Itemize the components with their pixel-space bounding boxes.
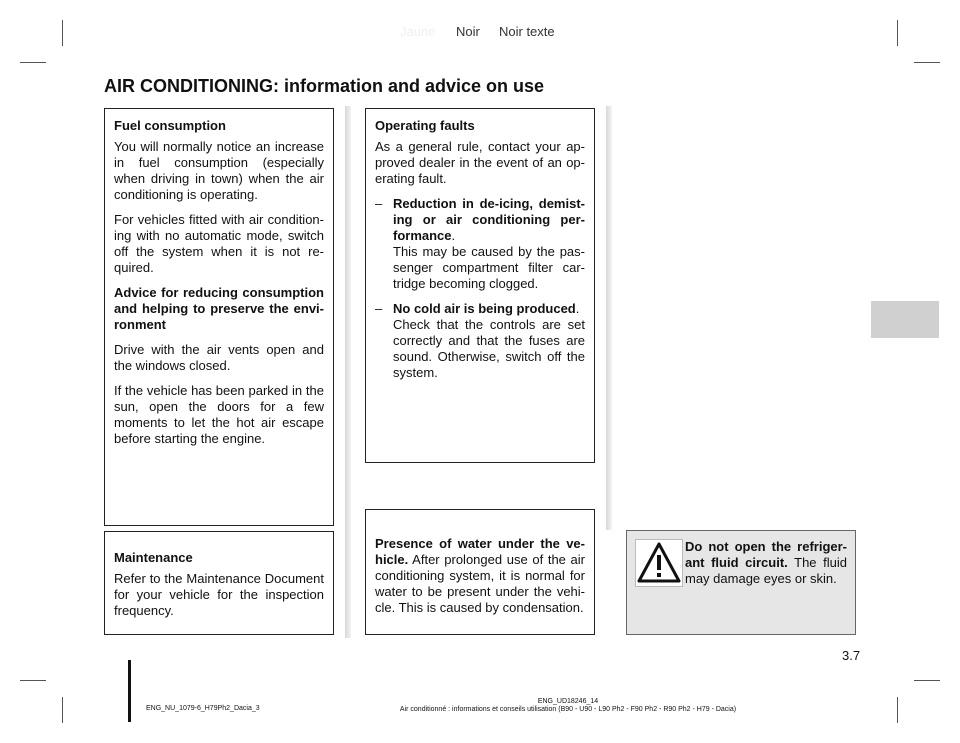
maintenance-text: Refer to the Maintenance Document for your vehicle for the inspection frequency. bbox=[114, 571, 324, 618]
header-noir: Noir bbox=[456, 24, 480, 39]
water-under-vehicle-box bbox=[365, 509, 595, 635]
fuel-paragraph-4: If the vehicle has been parked in the sun, open the doors for a few moments to let the hot air escape before starting the engine. bbox=[114, 383, 324, 446]
water-heading: Presence of water under the ve-hicle. bbox=[375, 536, 585, 567]
crop-mark bbox=[62, 697, 63, 723]
fault-2-text: Check that the controls are set correctly and that the fuses are sound. Otherwise, switch off the system. bbox=[393, 317, 585, 380]
list-dash: – bbox=[375, 196, 383, 211]
maintenance-box bbox=[104, 531, 334, 635]
water-body: After prolonged use of the air conditioning system, it is normal for water to be present under the vehi-cle. This is caused by condensation. bbox=[375, 552, 585, 615]
footer-bar bbox=[128, 660, 131, 722]
operating-faults-box bbox=[365, 108, 595, 463]
header-noir-texte: Noir texte bbox=[499, 24, 555, 39]
warning-text bbox=[685, 539, 847, 587]
fault-1-period: . bbox=[451, 228, 456, 243]
footer-right-line1: ENG_UD18246_14 bbox=[537, 698, 599, 705]
crop-mark bbox=[897, 20, 898, 46]
fuel-paragraph-1: You will normally notice an increase in fuel consumption (especially when driving in town) when the air conditioning is operating. bbox=[114, 139, 324, 202]
fault-1-text: This may be caused by the pas-senger compartment filter car-tridge becoming clogged. bbox=[393, 244, 585, 291]
fuel-paragraph-2: For vehicles fitted with air condition-ing with no automatic mode, switch off the system when it is not re-quired. bbox=[114, 212, 324, 275]
warning-heading: Do not open the refriger-ant fluid circuit. bbox=[685, 539, 847, 570]
fuel-consumption-box bbox=[104, 108, 334, 526]
crop-mark bbox=[62, 20, 63, 46]
crop-mark bbox=[914, 62, 940, 63]
list-item bbox=[375, 301, 585, 381]
crop-mark bbox=[897, 697, 898, 723]
crop-mark bbox=[20, 62, 46, 63]
page-title: AIR CONDITIONING: information and advice on use bbox=[104, 76, 545, 96]
maintenance-heading: Maintenance bbox=[114, 550, 193, 565]
fault-1-title: Reduction in de-icing, demist-ing or air conditioning per-formance bbox=[393, 196, 585, 243]
footer-right-line2: Air conditionné : informations et conseils utilisation (B90 - U90 - L90 Ph2 - F90 Ph2 - R90 Ph2 - H79 - Dacia) bbox=[399, 706, 737, 713]
list-item bbox=[375, 196, 585, 292]
section-tab bbox=[871, 301, 939, 338]
footer-right bbox=[398, 698, 738, 714]
advice-heading: Advice for reducing consumption and helping to preserve the envi-ronment bbox=[114, 285, 324, 332]
list-dash: – bbox=[375, 301, 383, 316]
operating-faults-heading: Operating faults bbox=[375, 118, 475, 133]
warning-box bbox=[626, 530, 856, 635]
faults-intro: As a general rule, contact your ap-proved dealer in the event of an op-erating fault. bbox=[375, 139, 585, 186]
crop-mark bbox=[914, 680, 940, 681]
footer-left: ENG_NU_1079-6_H79Ph2_Dacia_3 bbox=[146, 705, 260, 712]
fault-2-title: No cold air is being produced bbox=[393, 301, 576, 316]
water-text bbox=[375, 536, 585, 616]
page-number: 3.7 bbox=[842, 648, 861, 663]
fuel-paragraph-3: Drive with the air vents open and the windows closed. bbox=[114, 342, 324, 373]
warning-triangle-icon bbox=[635, 539, 683, 587]
header-jaune: Jaune bbox=[400, 24, 436, 39]
warning-body: The fluid may damage eyes or skin. bbox=[685, 555, 847, 586]
column-divider bbox=[606, 106, 612, 530]
column-divider bbox=[345, 106, 351, 638]
fuel-consumption-heading: Fuel consumption bbox=[114, 118, 226, 133]
fault-2-period: . bbox=[575, 301, 580, 316]
crop-mark bbox=[20, 680, 46, 681]
